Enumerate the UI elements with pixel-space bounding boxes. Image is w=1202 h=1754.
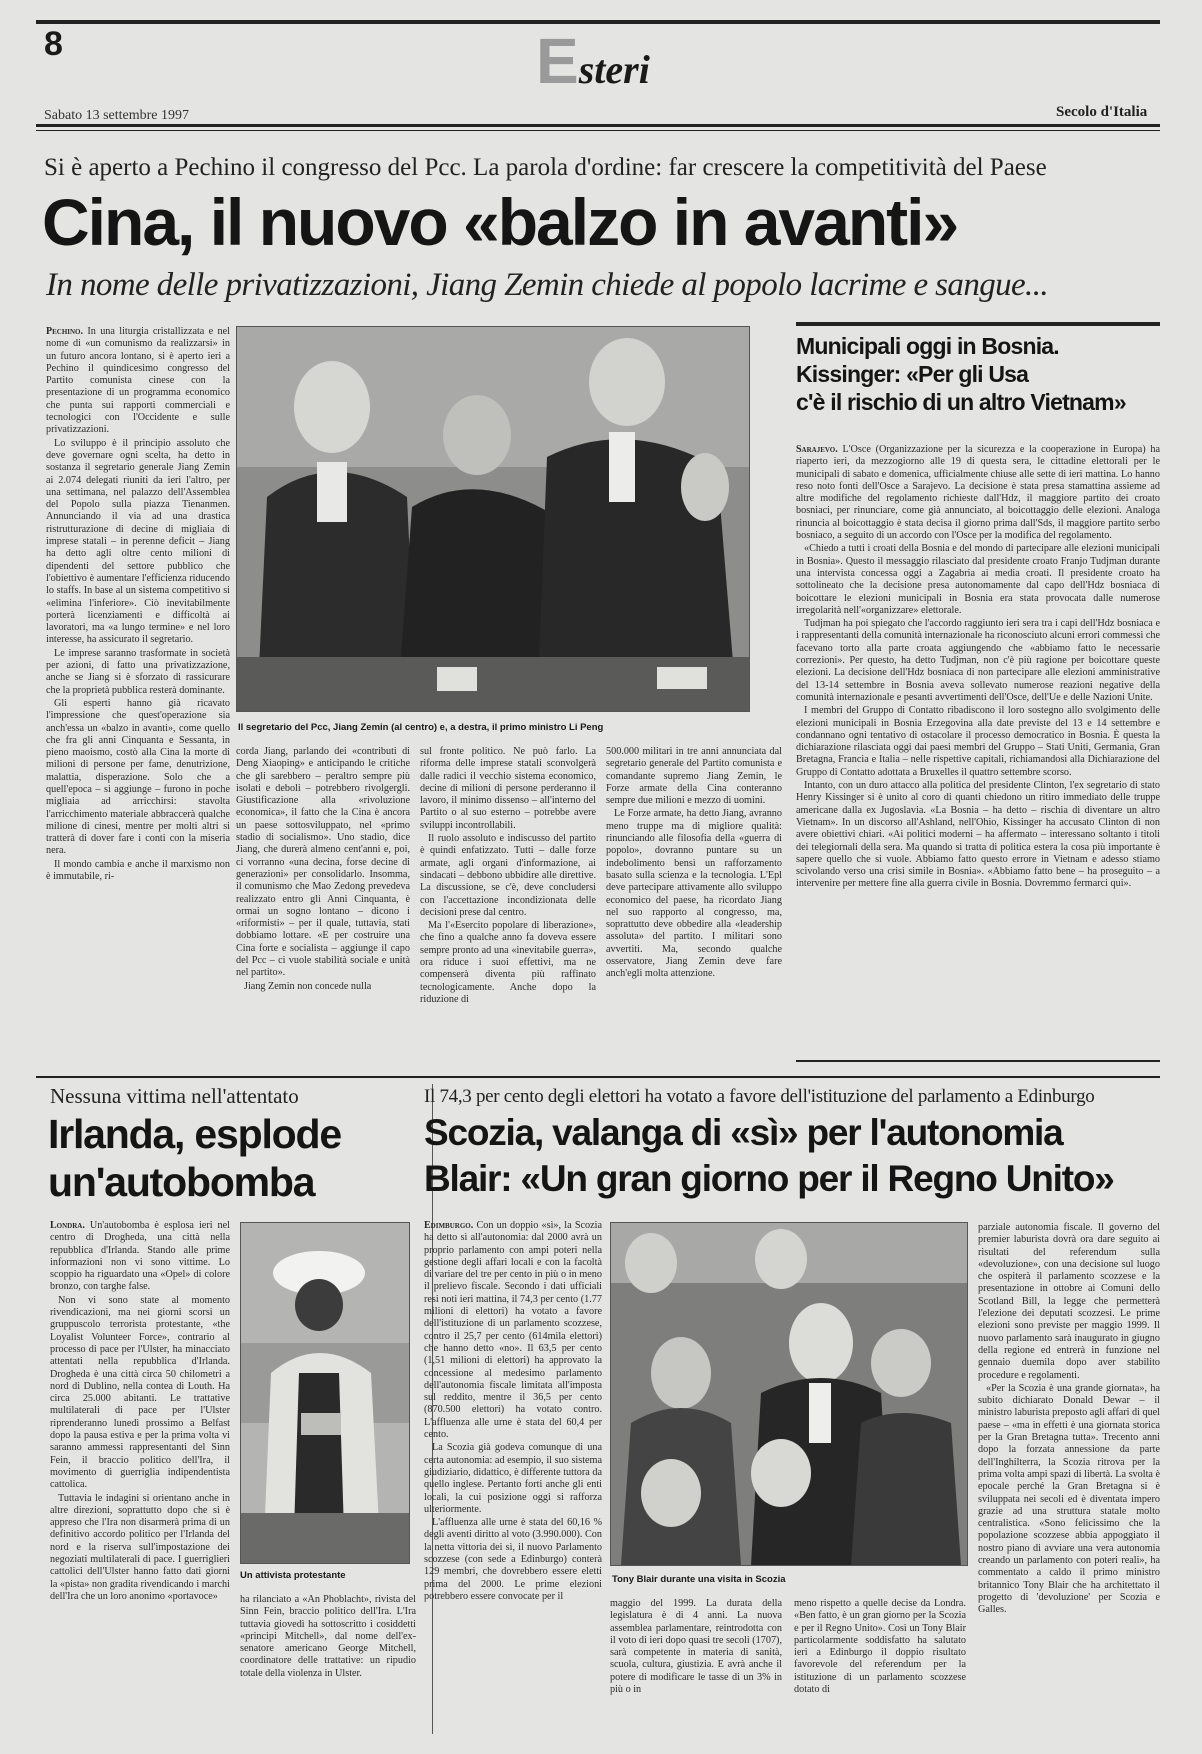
scotland-col4-p1: parziale autonomia fiscale. Il governo del premier laburista dovrà ora dare seguito ai risultati del referendum sulla «devoluzione», con una decisione sul luogo che ospiterà il parlamento scozzese e la presentazione in ottobre ai Comuni dello Scotland Bill, la legge che permetterà l'elezione dei deputati scozzesi. Le prime elezioni sono previste per maggio 1999. Il nuovo parlamento sarà inaugurato in giugno della regione ed entrerà in funzione nel gennaio duemila dopo aver stabilito procedure e regolamenti. xyxy=(978,1222,1160,1381)
ireland-photo-caption: Un attivista protestante xyxy=(240,1570,346,1581)
scotland-col1-p2: La Scozia già godeva comunque di una certa autonomia: ad esempio, il suo sistema giudiziario, didattico, è differente tuttora da quello inglese. Pertanto forti anche gli enti locali, la cui posizione oggi si rafforza ulteriormente. xyxy=(424,1442,602,1515)
main-col-3 xyxy=(420,746,596,1066)
blair-photo-image xyxy=(611,1223,967,1565)
section-initial: E xyxy=(536,25,579,97)
bosnia-p1: L'Osce (Organizzazione per la sicurezza e la cooperazione in Europa) ha riaperto ieri, da mezzogiorno alle 19 di questa sera, le cittadine elettorali per le municipali di sabato e domenica, ufficialmente chiuse alle sette di ieri mattina. Lo hanno reso noto fonti dell'Osce a Sarajevo. La decisione è stata presa stamattina assieme ad altre modifiche del regolamento richieste dall'Hdz, il maggiore partito dei croato bosniaci, per rinunciare, come già annunciato, al boicottaggio delle elezioni. Analoga rinuncia al boicottaggio è stata decisa il giorno prima dall'Sds, il maggiore partito serbo bosniaco, a seguito di un accordo con l'Osce per la modifica del regolamento. xyxy=(796,444,1160,542)
scotland-photo-blair xyxy=(610,1222,968,1566)
main-col3-p1: sul fronte politico. Ne può farlo. La riforma delle imprese statali sconvolgerà dalle radici il vecchio sistema economico, decine di milioni di persone perderanno il lavoro, il minimo dissenso – all'interno del Partito o al suo esterno – potrebbe avere sviluppi incontrollabili. xyxy=(420,746,596,831)
main-subhead: In nome delle privatizzazioni, Jiang Zemin chiede al popolo lacrime e sangue... xyxy=(46,267,1049,303)
bosnia-headline-line1: Municipali oggi in Bosnia. xyxy=(796,333,1059,359)
main-col1-p4: Gli esperti hanno già ricavato l'impressione che quest'operazione sia anch'essa un «balzo in avanti», come quello che fra gli anni Cinquanta e Sessanta, in pieno maoismo, costò alla Cina la morte di milioni di persone per fame, denutrizione, malattia, disperazione. Solo che a quell'epoca – si aggiunge – furono in poche migliaia ad arricchirsi: stavolta l'arricchimento materiale abbraccerà qualche milione di cinesi, mentre per molti altri si tratterà di dover fare i conti con la miseria nera. xyxy=(46,697,230,857)
scotland-kicker: Il 74,3 per cento degli elettori ha votato a favore dell'istituzione del parlamento a Edinburgo xyxy=(424,1086,1095,1107)
masthead-rule-thin xyxy=(36,130,1160,131)
main-col2-p1: corda Jiang, parlando dei «contributi di Deng Xiaoping» e anticipando le critiche che gli sarebbero – peraltro sempre più isolati e deboli – potrebbero rivolgergli. Giustificazione alla «rivoluzione economica», il fatto che la Cina è ancora un paese sottosviluppato, nel «primo stadio di socialismo». Uno stadio, dice Jiang, che durerà almeno cent'anni e, poi, ci vorranno «una decina, forse decine di generazioni» per consolidarlo. Insomma, il comunismo che Mao Zedong prevedeva realizzato entro gli Anni Cinquanta, è ormai un sogno lontano – dicono i «riformisti» – per il quale, tuttavia, stati dobbiamo lottare. «E per costruire una Cina forte e socialista – aggiunge il capo del Pcc – ci vuole stabilità sociale e unità nel partito». xyxy=(236,746,410,979)
bosnia-headline-line3: c'è il rischio di un altro Vietnam» xyxy=(796,389,1126,415)
ireland-p3: Tuttavia le indagini si orientano anche in altre direzioni, soprattutto dopo che si è appreso che l'Ira non disarmerà prima di un definitivo accordo politico per l'Irlanda del nord e la riserva sull'impostazione dei negoziati multilaterali di pace. I guerriglieri cattolici dell'Ulster hanno fatto dati giorni la «pista» non gradita rivendicando i marchi dell'Ira che un loro anonimo «portavoce» xyxy=(50,1492,230,1602)
scotland-col2-p1: maggio del 1999. La durata della legislatura è di 4 anni. La nuova assemblea parlamentare, reintrodotta con il voto di ieri dopo quasi tre secoli (1707), sarà competente in materia di sanità, scuola, cultura, giustizia. E avrà anche il potere di modificare le tasse di un 3% in più o in xyxy=(610,1598,782,1696)
scotland-dateline: Edimburgo. xyxy=(424,1220,474,1231)
scotland-photo-caption: Tony Blair durante una visita in Scozia xyxy=(612,1574,786,1585)
scotland-headline xyxy=(424,1110,1114,1202)
bosnia-p5: Intanto, con un duro attacco alla politica del presidente Clinton, l'ex segretario di stato Henry Kissinger si è unito al coro di quanti chiedono un ritiro immediato delle truppe americane dalla ex Jugoslavia. «La Bosnia – ha detto – rischia di diventare un altro Vietnam». In un discorso all'Ashland, nell'Ohio, Kissinger ha accusato Clinton di non avere obiettivi chiari. «Ai politici moderni – ha affermato – interessano soltanto i titoli dei telegiornali della sera. Ma quando si tratta di politica estera la cosa più importante è sapere quello che si vuole. Abbiamo fatto questo errore in Vietnam e adesso stiamo scivolando verso una crisi simile in Bosnia». «Abbiamo fatto bene – ha proseguito – a intervenire per mettere fine alla guerra civile in Bosnia. Dovremmo fermarci qui». xyxy=(796,780,1160,890)
main-col4-p2: Le Forze armate, ha detto Jiang, avranno meno truppe ma di migliore qualità: rinunciando alle filosofia della «guerra di popolo», dovranno puntare su un indebolimento bensì un rafforzamento basato sulla scienza e la tecnologia. L'Epl deve partecipare attivamente allo sviluppo economico del paese, ha ricordato Jiang nel suo rapporto al congresso, ma, soprattutto deve obbedire alla «leadership assoluta» del partito. I militari sono avvertiti. Ma, secondo qualche osservatore, Jiang Zemin deve fare anch'egli molta attenzione. xyxy=(606,808,782,980)
main-col-4 xyxy=(606,746,782,1066)
main-col3-p2: Il ruolo assoluto e indiscusso del partito è quindi enfatizzato. Tutti – dalle forze armate, agli organi d'informazione, ai sindacati – debbono ubbidire alle direttive. La discussione, se c'è, deve concludersi con l'accettazione incondizionata delle decisioni prese dal centro. xyxy=(420,833,596,918)
scotland-headline-line2: Blair: «Un gran giorno per il Regno Unito» xyxy=(424,1158,1114,1199)
main-col4-p1: 500.000 militari in tre anni annunciata dal segretario generale del Partito comunista e comandante supremo Jiang Zemin, le Forze armate della Cina conteranno sempre due milioni e mezzo di uomini. xyxy=(606,746,782,807)
scotland-col-1 xyxy=(424,1220,602,1734)
ireland-kicker: Nessuna vittima nell'attentato xyxy=(50,1084,299,1108)
bosnia-dateline: Sarajevo. xyxy=(796,444,838,455)
scotland-col1-p1: Con un doppio «sì», la Scozia ha detto sì all'autonomia: dal 2000 avrà un proprio parlamento con ampi poteri nella gestione degli affari locali e con la facoltà di variare del tre per cento in più o in meno il prelievo fiscale. Secondo i dati ufficiali resi noti ieri mattina, il 74,3 per cento (1.77 milioni di elettori) ha votato a favore dell'istituzione di un parlamento scozzese, contro il 25,7 per cento (614mila elettori) che hanno detto «no». Il 63,5 per cento (1,51 milioni di elettori) ha approvato la concessione al medesimo parlamento dell'autonomia fiscale limitata all'imposta sul reddito, mentre il 36,5 per cento (870.500 elettori) ha votato contro. L'affluenza alle urne è stata del 60,4 per cento. xyxy=(424,1220,602,1441)
scotland-col-3 xyxy=(794,1598,966,1734)
ireland-p1: Un'autobomba è esplosa ieri nel centro di Drogheda, una città nella repubblica d'Irlanda. Stando alle prime informazioni non vi sono vittime. Lo scoppio ha riguardato una «Opel» di colore bronzo, con targhe false. xyxy=(50,1220,230,1293)
main-photo-caption: Il segretario del Pcc, Jiang Zemin (al centro) e, a destra, il primo ministro Li Peng xyxy=(238,722,604,733)
main-kicker: Si è aperto a Pechino il congresso del Pcc. La parola d'ordine: far crescere la competitività del Paese xyxy=(44,154,1047,181)
main-dateline: Pechino. xyxy=(46,326,84,337)
bosnia-headline xyxy=(796,332,1166,416)
bosnia-body xyxy=(796,444,1160,1056)
activist-photo-image xyxy=(241,1223,409,1563)
main-col2-p2: Jiang Zemin non concede nulla xyxy=(244,980,372,992)
scotland-col4-p2: «Per la Scozia è una grande giornata», ha subito dichiarato Donald Dewar – il ministro laburista preposto agli affari di quel paese – «ma in effetti è una giornata storica per la Gran Bretagna tutta». Trecento anni dopo la forzata annessione da parte dell'Inghilterra, la Scozia ritrova per la prima volta ampi spazi di libertà. La svolta è epocale perché la Gran Bretagna si è sviluppata nei secoli ed è diventata impero grazie ad una struttura statale molto centralistica. «Sono felicissimo che la popolazione scozzese abbia appoggiato il nostro piano di avviare una vera autonomia creando un parlamento con poteri reali», ha commentato a caldo il primo ministro britannico Tony Blair che ha architettato il progetto di 'devoluzione' per Scozia e Galles. xyxy=(978,1382,1160,1616)
scotland-col1-p3: L'affluenza alle urne è stata del 60,16 % degli aventi diritto al voto (3.990.000). Con la netta vittoria dei sì, il nuovo Parlamento scozzese (con sede a Edinburgo) conterà 129 membri, che dovrebbero essere eletti prima del 2000. Le prime elezioni potrebbero essere convocate per il xyxy=(424,1517,602,1602)
main-col-2 xyxy=(236,746,410,1066)
scotland-col-2 xyxy=(610,1598,782,1734)
main-col1-p5: Il mondo cambia e anche il marxismo non è immutabile, ri- xyxy=(46,858,230,883)
main-col1-p3: Le imprese saranno trasformate in società per azioni, di fatto una privatizzazione, anche se Jiang si è sforzato di rassicurare che la proprietà pubblica resterà dominante. xyxy=(46,647,230,696)
ireland-dateline: Londra. xyxy=(50,1220,85,1231)
bosnia-p4: I membri del Gruppo di Contatto ribadiscono il loro sostegno allo svolgimento delle elezioni municipali in Bosnia Erzegovina alla date previste del 13 e 14 settembre e condannano ogni tentativo di ostacolare il processo democratico in Bosnia. È questa la dichiarazione rilasciata oggi dai paesi membri del Gruppo – Stati Uniti, Germania, Gran Bretagna, Francia e Italia – nelle rispettive capitali, richiamandosi alla Dichiarazione del Gruppo di Contatto adottata a Bruxelles il quattro settembre scorso. xyxy=(796,705,1160,778)
ireland-col2-p1: ha rilanciato a «An Phoblacht», rivista del Sinn Fein, braccio politico dell'Ira. L'Ira tuttavia giovedì ha sottoscritto i cosiddetti «principi Mitchell», dal nome dell'ex-senatore americano George Mitchell, coordinatore delle trattative: un ripudio totale della violenza in Ulster. xyxy=(240,1594,416,1679)
ireland-headline-line2: un'autobomba xyxy=(48,1159,315,1205)
scotland-col-4 xyxy=(978,1222,1160,1734)
section-rest: steri xyxy=(578,47,650,92)
newspaper-name: Secolo d'Italia xyxy=(1056,104,1148,120)
main-col1-p1: In una liturgia cristallizzata e nel nome di «un comunismo da realizzarsi» in un futuro ancora lontano, si è aperto ieri a Pechino il quindicesimo congresso del Partito comunista cinese con la presentazione di un programma economico che punta sui rapporti commerciali e tecnologici con l'Occidente e sulle privatizzazioni. xyxy=(46,326,230,436)
section-title xyxy=(536,25,650,97)
scotland-col3-p1: meno rispetto a quelle decise da Londra. «Ben fatto, è un gran giorno per la Scozia e per il Regno Unito». Così un Tony Blair particolarmente soddisfatto ha salutato ieri a Edinburgo il doppio risultato favorevole del referendum per la istituzione di un parlamento scozzese dotato di xyxy=(794,1598,966,1696)
ireland-headline-line1: Irlanda, esplode xyxy=(48,1111,341,1157)
bosnia-p2: «Chiedo a tutti i croati della Bosnia e del mondo di partecipare alle elezioni municipali in Bosnia». Questo il messaggio rilasciato dal presidente croato Franjo Tudjman durante una intervista concessa oggi a Zagabria ai media croati. Il presidente croato ha sottolineato che la decisione presa autonomamente dal capo dell'Hdz bosniaca di boicottare le elezioni municipali in Bosnia era stata provocata dalle numerose irregolarità nell'«organizzare» elettorale. xyxy=(796,543,1160,616)
bosnia-bottom-rule xyxy=(796,1060,1160,1062)
ireland-p2: Non vi sono state al momento rivendicazioni, ma nei giorni scorsi un gruppuscolo terrorista protestante, «the Loyalist Volunteer Force», contrario al processo di pace per l'Ulster, ha minacciato attentati nella repubblica d'Irlanda. Drogheda è una città circa 50 chilometri a nord di Dublino, nella contea di Louth. Ha circa 25.000 abitanti. Le trattative multilaterali di pace per l'Ulster riprenderanno lunedì prossimo a Belfast dopo la pausa estiva e per la prima volta vi saranno ammessi rappresentanti del Sinn Fein, il braccio politico dell'Ira, il movimento di guerriglia indipendentista cattolica. xyxy=(50,1294,230,1491)
ireland-col-1 xyxy=(50,1220,230,1734)
main-photo-leaders xyxy=(236,326,750,712)
leaders-photo-image xyxy=(237,327,749,711)
bosnia-p3: Tudjman ha poi spiegato che l'accordo raggiunto ieri sera tra i capi dell'Hdz bosniaca e i rappresentanti della comunità internazionale ha riconosciuto alcuni errori commessi che facevano torto alla parte croata aggiungendo che «abbiamo fatto le necessarie correzioni». Per questo, ha detto Tudjman, non c'è più ragione per boicottare queste elezioni. La decisione dell'Hdz bosniaca di non partecipare alle elezioni amministrative del 13-14 settembre in Bosnia aveva sollevato numerose reazioni negative della comunità internazionale e pesanti avvertimenti dell'Osce, dell'Ue e delle Nazioni Unite. xyxy=(796,618,1160,703)
main-col1-p2: Lo sviluppo è il principio assoluto che deve governare ogni scelta, ha detto in sostanza il segretario generale Jiang Zemin ai 2.074 delegati riuniti da ieri l'altro, per una settimana, nel palazzo dell'Assemblea del Popolo sulla piazza Tienanmen. Annunciando il via ad una drastica ristrutturazione di decine di migliaia di imprese statali – in perenne deficit – Jiang ha detto agli oltre cento milioni di dipendenti del settore pubblico che l'obiettivo è aumentare l'efficienza riducendo lo staffs. In base al un sistema competitivo si «elimina l'inferiore». Ciò inevitabilmente porterà licenziamenti e difficoltà ai lavoratori, ma «a lungo termine» e nel loro interesse, ha assicurato il segretario. xyxy=(46,437,230,646)
main-col3-p3: Ma l'«Esercito popolare di liberazione», che fino a qualche anno fa doveva essere sempre pronto ad una «inevitabile guerra», ora riduce i suoi effettivi, ma ne compenserà diventa più raffinato tecnologicamente. Anche dopo la riduzione di xyxy=(420,920,596,1005)
bosnia-headline-line2: Kissinger: «Per gli Usa xyxy=(796,361,1029,387)
scotland-headline-line1: Scozia, valanga di «sì» per l'autonomia xyxy=(424,1112,1063,1153)
main-col-1 xyxy=(46,326,230,1066)
page-number: 8 xyxy=(44,25,63,63)
bosnia-top-rule xyxy=(796,322,1160,326)
ireland-col-2 xyxy=(240,1594,416,1734)
issue-date: Sabato 13 settembre 1997 xyxy=(44,108,190,123)
lower-section-rule xyxy=(36,1076,1160,1078)
top-rule xyxy=(36,20,1160,24)
masthead-rule xyxy=(36,124,1160,127)
main-headline: Cina, il nuovo «balzo in avanti» xyxy=(42,185,958,259)
ireland-photo-activist xyxy=(240,1222,410,1564)
ireland-headline xyxy=(48,1110,341,1206)
